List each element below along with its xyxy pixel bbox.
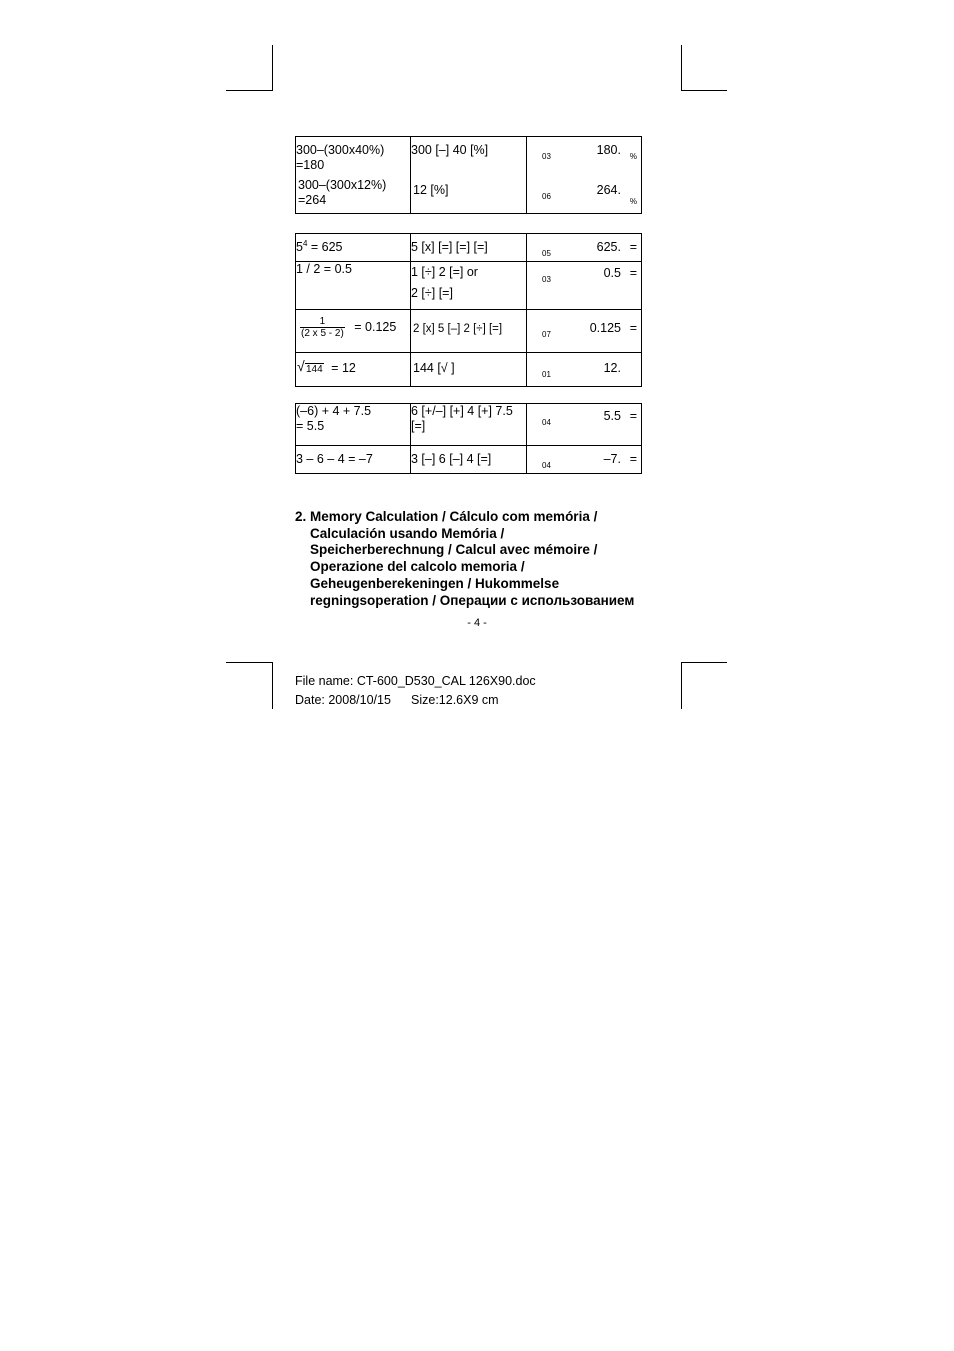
keys-cell: 3 [–] 6 [–] 4 [=] (411, 446, 527, 474)
heading-line: regningsoperation / Операции с использованием (310, 592, 635, 608)
table-row (296, 173, 642, 214)
keys-cell: 300 [–] 40 [%] (411, 137, 527, 174)
display-symbol: = (629, 266, 637, 280)
display-cell (527, 404, 642, 446)
display-cell (527, 234, 642, 262)
table-row (296, 137, 642, 174)
display-cell (527, 446, 642, 474)
section-heading (295, 509, 675, 609)
display-symbol: % (629, 152, 637, 161)
expression-cell: 300–(300x40%) =180 (296, 137, 411, 174)
expression-cell: (–6) + 4 + 7.5 = 5.5 (296, 404, 411, 446)
display-symbol: = (629, 321, 637, 335)
heading-line: Calculación usando Memória / (310, 525, 505, 541)
keys-cell: 12 [%] (411, 173, 527, 214)
expression-cell: 300–(300x12%) =264 (296, 173, 411, 214)
display-counter: 04 (542, 418, 551, 427)
footer-size: Size:12.6X9 cm (411, 693, 499, 707)
display-value: 180. (596, 143, 621, 157)
footer-date: Date: 2008/10/15 (295, 693, 391, 707)
table-row (296, 310, 642, 353)
display-counter: 05 (542, 249, 551, 258)
display-cell (527, 137, 642, 174)
keys-cell: 2 [x] 5 [–] 2 [÷] [=] (411, 310, 527, 353)
display-value: 0.5 (603, 266, 621, 280)
display-counter: 01 (542, 370, 551, 379)
page-number: - 4 - (467, 617, 487, 629)
table-row (296, 353, 642, 387)
display-counter: 03 (542, 275, 551, 284)
display-cell (527, 173, 642, 214)
display-symbol: = (629, 240, 637, 254)
crop-mark (681, 90, 727, 91)
display-symbol: % (629, 197, 637, 206)
expression-cell: 3 – 6 – 4 = –7 (296, 446, 411, 474)
display-value: –7. (603, 452, 621, 466)
sign-table (295, 403, 642, 474)
crop-mark (226, 662, 273, 663)
display-cell (527, 353, 642, 387)
expression-cell: 1 / 2 = 0.5 (296, 262, 411, 310)
display-counter: 03 (542, 152, 551, 161)
display-value: 0.125 (589, 321, 621, 335)
display-value: 625. (596, 240, 621, 254)
keys-cell: 1 [÷] 2 [=] or 2 [÷] [=] (411, 262, 527, 310)
expression-cell: $\frac{1}{(2 x 5 - 2)}$ = 0.125 (296, 310, 411, 353)
section-number: 2. (295, 509, 307, 524)
display-value: 12. (603, 361, 621, 375)
crop-mark (272, 662, 273, 709)
footer-file-name: File name: CT-600_D530_CAL 126X90.doc (295, 674, 536, 688)
display-counter: 07 (542, 330, 551, 339)
percent-table (295, 136, 642, 214)
display-symbol: = (629, 452, 637, 466)
heading-line: Memory Calculation / Cálculo com memória / (310, 509, 598, 524)
keys-cell: 6 [+/–] [+] 4 [+] 7.5 [=] (411, 404, 527, 446)
heading-line: Speicherberechnung / Calcul avec mémoire / (310, 542, 598, 558)
crop-mark (681, 662, 682, 709)
table-row (296, 234, 642, 262)
expression-cell: $5^4 = 625$ (296, 234, 411, 262)
display-counter: 04 (542, 461, 551, 470)
crop-mark (272, 45, 273, 91)
arithmetic-table (295, 233, 642, 387)
crop-mark (226, 90, 273, 91)
display-cell (527, 262, 642, 310)
table-row (296, 446, 642, 474)
display-value: 5.5 (603, 409, 621, 423)
display-value: 264. (596, 183, 621, 197)
display-counter: 06 (542, 192, 551, 201)
expression-cell: √ 144 = 12 (296, 353, 411, 387)
table-row (296, 404, 642, 446)
heading-line: Geheugenberekeningen / Hukommelse (310, 575, 560, 591)
heading-line: Operazione del calcolo memoria / (310, 559, 525, 575)
crop-mark (681, 45, 682, 91)
crop-mark (681, 662, 727, 663)
square-root: √ 144 (297, 358, 323, 375)
keys-cell: 144 [√ ] (411, 353, 527, 387)
display-cell (527, 310, 642, 353)
table-row (296, 262, 642, 310)
keys-cell: 5 [x] [=] [=] [=] (411, 234, 527, 262)
fraction: $\frac{1}{(2 x 5 - 2)}$ (301, 316, 344, 339)
display-symbol: = (629, 409, 637, 423)
